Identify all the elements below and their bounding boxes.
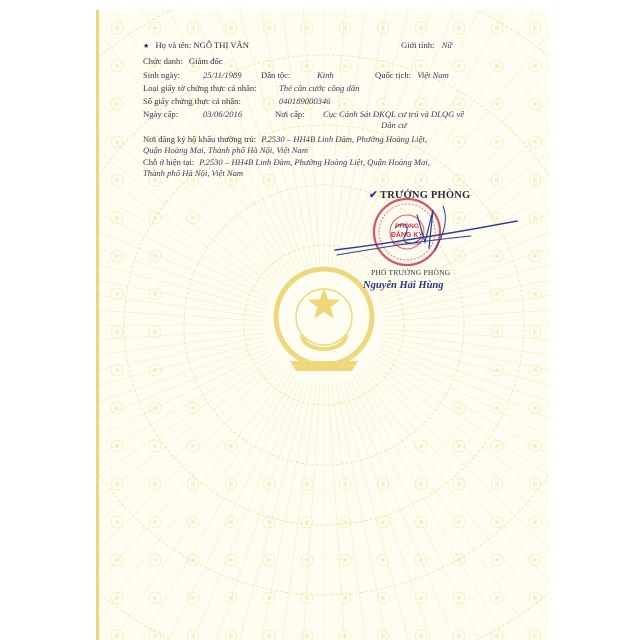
issued-by-value-2: Dân cư xyxy=(381,120,407,130)
registered-address-row xyxy=(143,134,427,144)
issued-by-label-cell xyxy=(275,109,305,119)
signature-title: ✔ TRƯỞNG PHÒNG xyxy=(369,190,471,201)
id-number-label: Số giấy chứng thực cá nhân: xyxy=(143,96,241,106)
dob-value-cell xyxy=(203,70,242,80)
seal-line-2: ĐĂNG KÝ xyxy=(390,232,424,239)
id-number-label-cell xyxy=(143,96,241,106)
nationality-row xyxy=(375,70,449,80)
signer-name: Nguyễn Hải Hùng xyxy=(363,280,444,291)
issue-date-label-cell xyxy=(143,109,178,119)
current-address-row xyxy=(143,157,430,167)
id-type-label-cell xyxy=(143,83,257,93)
current-address-label: Chỗ ở hiện tại: xyxy=(143,157,195,167)
id-number-value-cell xyxy=(279,96,331,106)
national-emblem-watermark xyxy=(276,269,372,371)
bullet-star-icon: ★ xyxy=(143,42,150,50)
gender-row xyxy=(401,40,452,50)
dob-value: 25/11/1989 xyxy=(203,70,242,80)
issued-by-value-line-2 xyxy=(381,120,406,130)
position-label: Chức danh: xyxy=(143,56,183,66)
registered-address-label: Nơi đăng ký hộ khẩu thường trú: xyxy=(143,134,257,144)
issued-by-label: Nơi cấp: xyxy=(275,109,305,119)
issue-date-value-cell xyxy=(203,109,242,119)
gender-value: Nữ xyxy=(441,40,453,50)
dob-label: Sinh ngày: xyxy=(143,70,181,80)
current-address-value-1: P.2530 – HH4B Linh Đàm, Phường Hoàng Liệt, Quận Hoàng Mai, xyxy=(199,157,430,167)
issue-date-label: Ngày cấp: xyxy=(143,109,179,119)
name-value: NGÔ THỊ VÂN xyxy=(193,40,249,50)
dob-label-cell xyxy=(143,70,180,80)
name-row xyxy=(143,40,249,51)
id-number-value: 040189000346 xyxy=(279,96,331,106)
seal-line-1: PHÒNG xyxy=(395,223,419,230)
gender-label: Giới tính: xyxy=(401,40,435,50)
ethnicity-value: Kinh xyxy=(317,70,334,80)
registered-address-value-1: P.2530 – HH4B Linh Đàm, Phường Hoàng Liệt, xyxy=(261,134,427,144)
nationality-value: Việt Nam xyxy=(417,70,449,80)
deputy-title: PHÓ TRƯỞNG PHÒNG xyxy=(371,268,451,277)
seal-line-3: KINH DOANH xyxy=(392,241,422,246)
issued-by-value-line-1 xyxy=(323,109,464,119)
registered-address-line-2 xyxy=(143,145,308,155)
id-type-label: Loại giấy tờ chứng thực cá nhân: xyxy=(143,83,257,93)
current-address-value-2: Thành phố Hà Nội, Việt Nam xyxy=(143,168,244,178)
id-type-value-cell xyxy=(279,83,359,93)
ethnicity-label: Dân tộc: xyxy=(261,70,291,80)
ethnicity-value-cell xyxy=(317,70,334,80)
issue-date-value: 03/06/2016 xyxy=(203,109,243,119)
ethnicity-label-cell xyxy=(261,70,290,80)
id-type-value: Thẻ căn cước công dân xyxy=(279,83,360,93)
position-value: Giám đốc xyxy=(188,56,223,66)
checkmark-icon: ✔ xyxy=(369,190,378,201)
nationality-label: Quốc tịch: xyxy=(375,70,412,80)
issued-by-value-1: Cục Cảnh Sát ĐKQL cư trú và DLQG về xyxy=(323,109,465,119)
current-address-line-2 xyxy=(143,168,243,178)
position-row xyxy=(143,56,223,66)
document-page xyxy=(96,10,549,640)
registered-address-value-2: Quận Hoàng Mai, Thành phố Hà Nội, Việt Nam xyxy=(143,145,309,155)
name-label: Họ và tên: xyxy=(155,40,192,50)
